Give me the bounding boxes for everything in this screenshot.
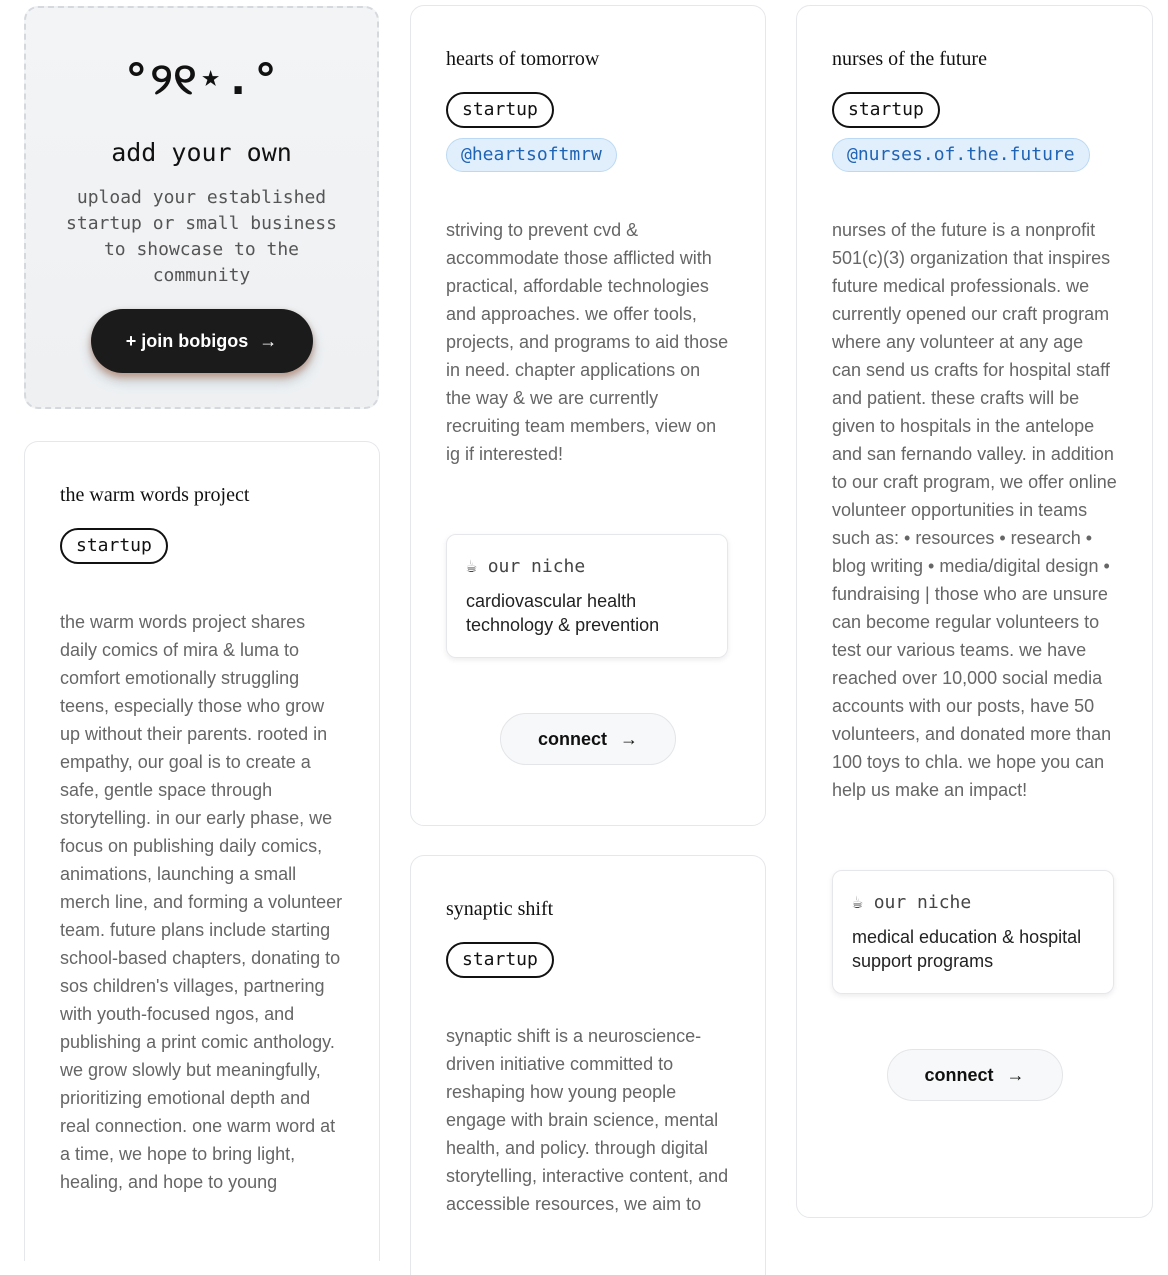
card-title: nurses of the future xyxy=(832,48,987,70)
card-description: striving to prevent cvd & accommodate those afflicted with practical, affordable technologies and approaches. we offer tools, projects, and programs to aid those in need. chapter applications on the way & we are currently recruiting team members, view on ig if interested! xyxy=(446,220,729,464)
startup-card-hearts-of-tomorrow xyxy=(410,5,766,826)
coffee-icon: ☕ xyxy=(852,892,863,913)
niche-text: medical education & hospital support programs xyxy=(852,927,1082,971)
add-your-own-title: add your own xyxy=(111,138,292,167)
category-tag: startup xyxy=(832,92,940,128)
bobigos-logo: °୨୧⋆.° xyxy=(123,54,280,105)
instagram-handle-link[interactable]: @heartsoftmrw xyxy=(446,138,617,172)
niche-text: cardiovascular health technology & prevention xyxy=(466,591,660,635)
niche-label: our niche xyxy=(487,556,586,577)
startup-card-synaptic-shift xyxy=(410,855,766,1275)
niche-box xyxy=(832,870,1114,994)
category-tag: startup xyxy=(446,92,554,128)
arrow-right-icon: → xyxy=(1006,1065,1025,1085)
join-bobigos-button[interactable] xyxy=(91,309,313,373)
connect-label: connect xyxy=(924,1065,994,1085)
card-title: hearts of tomorrow xyxy=(446,48,600,70)
join-button-label: + join bobigos xyxy=(125,331,249,351)
add-your-own-description: upload your established startup or small business to showcase to the community xyxy=(66,187,337,286)
startup-card-nurses-of-the-future xyxy=(796,5,1153,1218)
arrow-right-icon: → xyxy=(620,729,639,749)
card-description: nurses of the future is a nonprofit 501(c)(3) organization that inspires future medical professionals. we currently opened our craft program where any volunteer at any age can send us crafts for hospital staff and patient. these crafts will be given to hospitals in the antelope and san fernando valley. in addition to our craft program, we offer online volunteer opportunities in teams such as: • resources • research • blog writing • media/digital design • fundraising | those who are unsure can become regular volunteers to test our various teams. we have reached over 10,000 social media accounts with our posts, have 50 volunteers, and donated more than 100 toys to chla. we hope you can help us make an impact! xyxy=(832,220,1117,800)
card-description: the warm words project shares daily comics of mira & luma to comfort emotionally struggling teens, especially those who grow up without their parents. rooted in empathy, our goal is to create a safe, gentle space through storytelling. in our early phase, we focus on publishing daily comics, animations, launching a small merch line, and forming a volunteer team. future plans include starting school-based chapters, donating to sos children's villages, partnering with youth-focused ngos, and publishing a print comic anthology. we grow slowly but meaningfully, prioritizing emotional depth and real connection. one warm word at a time, we hope to bring light, healing, and hope to young xyxy=(60,612,343,1192)
instagram-handle-link[interactable]: @nurses.of.the.future xyxy=(832,138,1090,172)
niche-box xyxy=(446,534,728,658)
niche-label: our niche xyxy=(873,892,972,913)
add-your-own-card xyxy=(24,6,379,409)
connect-button[interactable] xyxy=(887,1049,1063,1101)
category-tag: startup xyxy=(446,942,554,978)
card-title: the warm words project xyxy=(60,484,250,506)
connect-button[interactable] xyxy=(500,713,676,765)
connect-label: connect xyxy=(537,729,607,749)
category-tag: startup xyxy=(60,528,168,564)
startup-card-warm-words-project xyxy=(24,441,380,1261)
arrow-right-icon: → xyxy=(259,331,278,351)
card-title: synaptic shift xyxy=(446,898,554,920)
coffee-icon: ☕ xyxy=(466,556,477,577)
card-description: synaptic shift is a neuroscience-driven initiative committed to reshaping how young people engage with brain science, mental health, and policy. through digital storytelling, interactive content, and accessible resources, we aim to xyxy=(446,1026,729,1214)
